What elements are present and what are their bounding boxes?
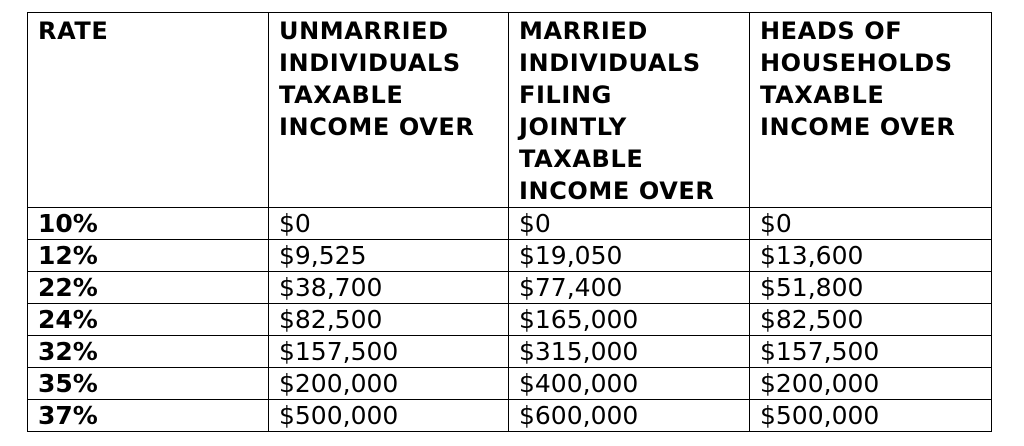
married-threshold-cell: $600,000 [509,400,750,432]
header-heads-of-households [750,13,992,208]
table-header [28,13,992,208]
header-line: JOINTLY [519,113,627,141]
header-line: INDIVIDUALS [279,49,461,77]
married-threshold-cell: $165,000 [509,304,750,336]
rate-cell: 32% [28,336,269,368]
heads-threshold-cell: $82,500 [750,304,992,336]
married-threshold-cell: $19,050 [509,240,750,272]
rate-cell: 22% [28,272,269,304]
unmarried-threshold-cell: $200,000 [269,368,509,400]
header-row [28,13,992,208]
header-line: TAXABLE [760,81,885,109]
tax-rate-table [27,12,992,432]
married-threshold-cell: $315,000 [509,336,750,368]
table-row [28,208,992,240]
unmarried-threshold-cell: $157,500 [269,336,509,368]
header-line: HEADS OF [760,17,903,45]
header-line: RATE [38,17,109,45]
header-rate [28,13,269,208]
header-line: INCOME OVER [760,113,956,141]
header-line: HOUSEHOLDS [760,49,953,77]
heads-threshold-cell: $13,600 [750,240,992,272]
unmarried-threshold-cell: $38,700 [269,272,509,304]
married-threshold-cell: $0 [509,208,750,240]
header-line: MARRIED [519,17,648,45]
header-line: FILING [519,81,612,109]
table-row [28,272,992,304]
married-threshold-cell: $400,000 [509,368,750,400]
rate-cell: 12% [28,240,269,272]
unmarried-threshold-cell: $0 [269,208,509,240]
table-body [28,208,992,432]
header-line: INDIVIDUALS [519,49,701,77]
heads-threshold-cell: $200,000 [750,368,992,400]
unmarried-threshold-cell: $500,000 [269,400,509,432]
header-married-jointly [509,13,750,208]
table-row [28,336,992,368]
table-row [28,368,992,400]
header-unmarried [269,13,509,208]
rate-cell: 35% [28,368,269,400]
unmarried-threshold-cell: $82,500 [269,304,509,336]
rate-cell: 10% [28,208,269,240]
rate-cell: 24% [28,304,269,336]
table-row [28,240,992,272]
heads-threshold-cell: $51,800 [750,272,992,304]
married-threshold-cell: $77,400 [509,272,750,304]
heads-threshold-cell: $0 [750,208,992,240]
header-line: INCOME OVER [519,177,715,205]
unmarried-threshold-cell: $9,525 [269,240,509,272]
table-row [28,304,992,336]
heads-threshold-cell: $157,500 [750,336,992,368]
heads-threshold-cell: $500,000 [750,400,992,432]
rate-cell: 37% [28,400,269,432]
header-line: UNMARRIED [279,17,449,45]
header-line: TAXABLE [279,81,404,109]
header-line: TAXABLE [519,145,644,173]
header-line: INCOME OVER [279,113,475,141]
table-row [28,400,992,432]
